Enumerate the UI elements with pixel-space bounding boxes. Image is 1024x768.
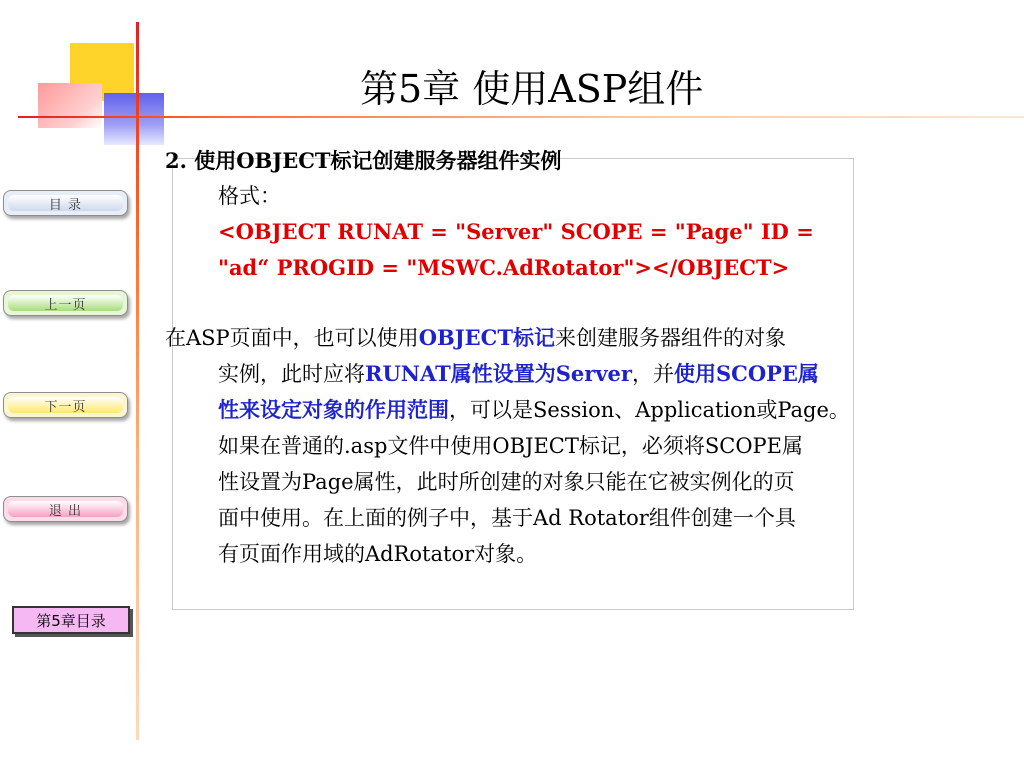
toc-button-label: 目 录 bbox=[48, 197, 83, 213]
highlight-text: 性来设定对象的作用范围 bbox=[218, 397, 449, 422]
paragraph-line: 性设置为Page属性，此时所创建的对象只能在它被实例化的页 bbox=[218, 470, 795, 494]
exit-button[interactable] bbox=[3, 496, 128, 522]
decor-blue-square bbox=[104, 93, 164, 145]
text-run: ，可以是Session、Application或Page。 bbox=[449, 398, 850, 422]
paragraph-line: 如果在普通的.asp文件中使用OBJECT标记，必须将SCOPE属 bbox=[218, 434, 804, 458]
chapter-toc-button[interactable]: 第5章目录 bbox=[12, 606, 130, 634]
highlight-text: OBJECT标记 bbox=[418, 325, 556, 350]
prev-page-button-label: 上一页 bbox=[44, 297, 87, 313]
toc-button[interactable] bbox=[3, 190, 128, 216]
paragraph-line bbox=[165, 392, 1015, 428]
text-run: ，并 bbox=[631, 362, 674, 386]
next-page-button-label: 下一页 bbox=[44, 399, 87, 415]
prev-page-button[interactable] bbox=[3, 290, 128, 316]
next-page-button[interactable] bbox=[3, 392, 128, 418]
code-line-1: <OBJECT RUNAT = "Server" SCOPE = "Page" ID = bbox=[218, 219, 814, 244]
text-run: 实例，此时应将 bbox=[218, 362, 365, 386]
format-label: 格式： bbox=[218, 184, 281, 208]
decor-pink-square bbox=[38, 83, 102, 128]
paragraph-line bbox=[165, 356, 1015, 392]
section-heading: 2. 使用OBJECT标记创建服务器组件实例 bbox=[165, 148, 562, 173]
paragraph-line: 有页面作用域的AdRotator对象。 bbox=[218, 542, 538, 566]
decor-vertical-line bbox=[136, 22, 139, 740]
slide-title: 第5章 使用ASP组件 bbox=[360, 67, 704, 111]
exit-button-label: 退 出 bbox=[48, 503, 83, 519]
highlight-text: RUNAT属性设置为Server bbox=[365, 361, 632, 386]
text-run: 来创建服务器组件的对象 bbox=[555, 326, 787, 350]
body-paragraph bbox=[165, 320, 1015, 572]
highlight-text: 使用SCOPE属 bbox=[673, 361, 819, 386]
paragraph-line bbox=[165, 320, 1015, 356]
text-run: 在ASP页面中，也可以使用 bbox=[165, 326, 419, 350]
code-line-2: "ad“ PROGID = "MSWC.AdRotator"></OBJECT> bbox=[218, 255, 790, 280]
paragraph-line: 面中使用。在上面的例子中，基于Ad Rotator组件创建一个具 bbox=[218, 506, 796, 530]
decor-horizontal-line bbox=[18, 116, 1024, 118]
